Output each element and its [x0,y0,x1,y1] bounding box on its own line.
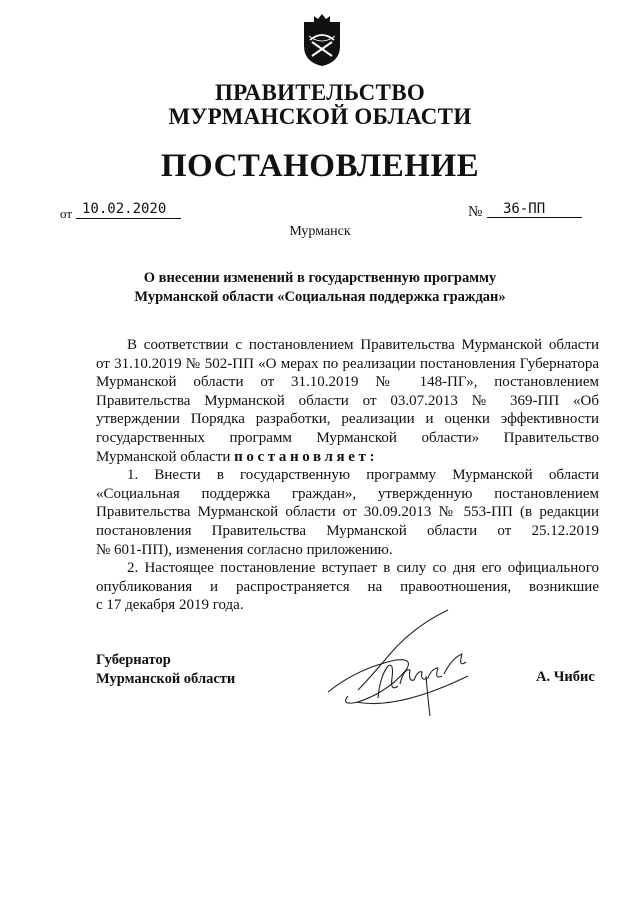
body-line: 1. Внести в государственную программу Мурманской области [127,467,599,484]
government-title-line2: МУРМАНСКОЙ ОБЛАСТИ [168,104,472,129]
signatory-title [96,651,235,688]
body-line: постановления Правительства Мурманской области от 25.12.2019 [96,522,599,539]
subject-line2: Мурманской области «Социальная поддержка граждан» [134,289,506,305]
document-body [96,336,599,615]
document-number: 36-ПП [487,201,582,218]
signatory-title-line1: Губернатор [96,652,171,668]
body-line: № 601-ПП), изменения согласно приложению. [96,541,393,558]
date-prefix: от [60,206,73,221]
city: Мурманск [289,224,351,239]
body-line: В соответствии с постановлением Правительства Мурманской области [127,337,599,353]
body-line: Правительства Мурманской области от 03.07.2013 № 369-ПП «Об [96,392,599,409]
body-line: Мурманской области от 31.10.2019 № 148-ПГ», постановлением [96,374,599,391]
coat-of-arms-icon [300,12,344,68]
subject-line1: О внесении изменений в государственную программу [143,270,497,286]
body-line: утверждении Порядка разработки, реализации и оценки эффективности [96,411,599,428]
body-line: «Социальная поддержка граждан», утвержденную постановлением [96,485,599,502]
body-line: с 17 декабря 2019 года. [96,597,244,614]
body-text: Мурманской области [96,448,231,465]
body-line: от 31.10.2019 № 502-ПП «О мерах по реализации постановления Губернатора [96,355,599,372]
body-line: Правительства Мурманской области от 30.09.2013 № 553-ПП (в редакции [96,504,599,521]
body-line [96,448,599,467]
number-prefix: № [468,204,483,220]
signature-image [318,606,478,722]
signatory-title-line2: Мурманской области [96,670,236,687]
government-title-line1: ПРАВИТЕЛЬСТВО [214,80,426,105]
body-line: опубликования и распространяется на правоотношения, возникшие [96,578,599,595]
decree-word: постановляет: [234,448,379,465]
signatory-name: А. Чибис [536,669,595,685]
document-type: ПОСТАНОВЛЕНИЕ [160,148,480,184]
body-line: государственных программ Мурманской области» Правительство [96,429,599,446]
document-date: 10.02.2020 [76,201,181,219]
body-line: 2. Настоящее постановление вступает в силу со дня его официального [127,560,599,577]
